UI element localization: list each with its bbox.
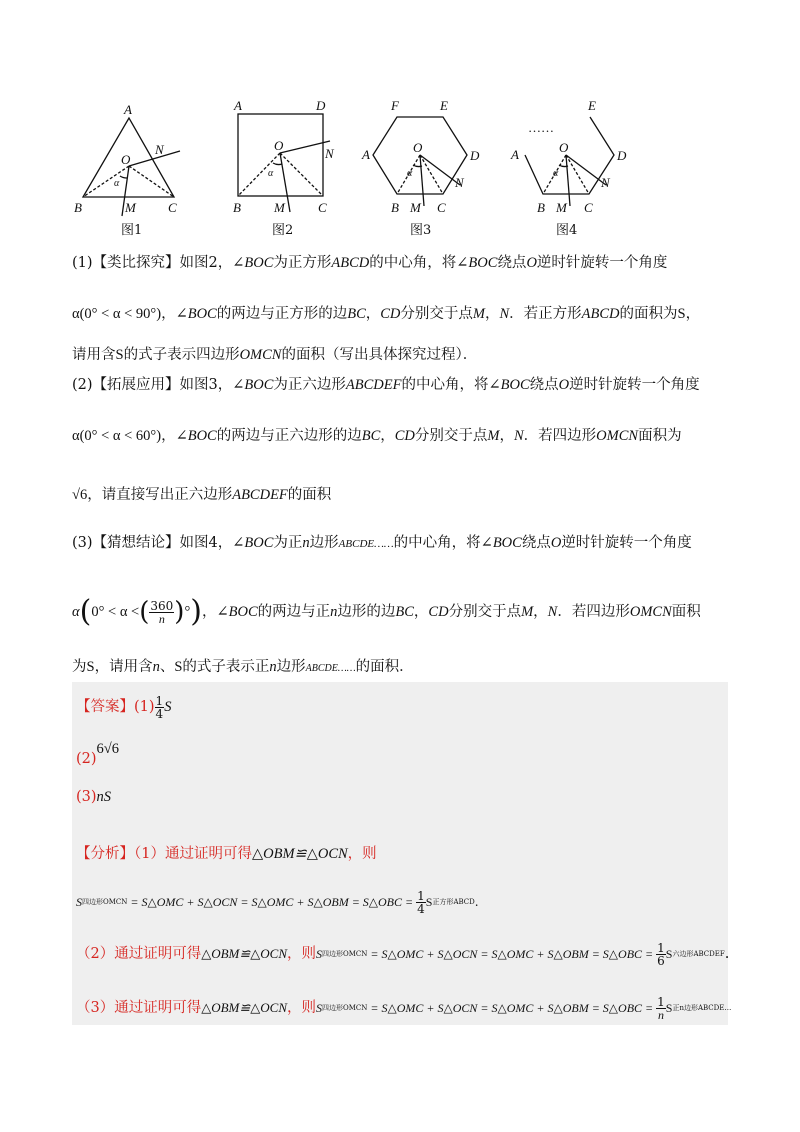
analysis-line-1: 【分析】（1）通过证明可得△OBM≌△OCN，则 [76,846,377,862]
q2-line-3: √6，请直接写出正六边形ABCDEF的面积 [72,487,332,503]
fig3-label-e: E [440,98,448,113]
fig1-label-m: M [125,200,136,215]
fig3-caption: 图3 [410,223,432,238]
fig2-label-m: M [274,200,285,215]
fig1-label-o: O [121,152,131,167]
figures-panel [0,0,800,250]
fig4-dots: …… [528,120,554,135]
fig4-label-b: B [537,200,545,215]
q1-line-3: 请用含S的式子表示四边形OMCN的面积（写出具体探究过程）． [72,347,478,363]
fig3-label-f: F [391,98,399,113]
q1-line-2: α(0° < α < 90°)，∠BOC的两边与正方形的边BC，CD分别交于点M，N．若正方形ABCD的面积为S， [72,306,701,322]
fig1-label-a: A [124,102,132,117]
figure-3-hexagon [373,117,467,206]
fig4-label-m: M [556,200,567,215]
answer-1-fraction: $\frac{1}{4}$ [155,693,164,721]
fig2-label-n: N [325,146,334,161]
analysis-formula-1: S 四边形OMCN = S△OMC + S△OCN = S△OMC + S△OBM = S△OBC = $\frac{1}{4}$ S 正方形ABCD . [76,888,479,916]
fig3-label-d: D [470,148,480,163]
analysis-line-3: （3）通过证明可得 △OBM≌△OCN ，则 S 四边形OMCN = S△OMC + S△OCN = S△OMC + S△OBM = S△OBC = $\frac{1}{n}$ S 正n边形ABCDE… [76,994,732,1022]
fig4-label-alpha: α [553,168,559,179]
fig2-label-c: C [318,200,327,215]
fig3-label-o: O [413,140,423,155]
frac-360-over-n: $\frac{360}{n}$ [150,598,174,626]
answer-line-2: (2)6√6 [76,741,120,767]
fig1-label-n: N [155,142,164,157]
fig4-caption: 图4 [556,223,578,238]
fig4-label-a: A [511,147,519,162]
answer-line-1: 【答案】 (1) $\frac{1}{4}$ S [76,693,172,721]
fig1-label-alpha: α [114,178,120,189]
fig2-label-alpha: α [268,168,274,179]
fig3-label-a: A [362,147,370,162]
fig2-label-o: O [274,138,284,153]
q2-line-2: α(0° < α < 60°)，∠BOC的两边与正六边形的边BC，CD分别交于点M，N．若四边形OMCN面积为 [72,428,682,444]
q2-line-1: (2)【拓展应用】如图3，∠BOC为正六边形ABCDEF的中心角，将∠BOC绕点O逆时针旋转一个角度 [72,377,700,393]
answer-label: 【答案】 [76,699,134,715]
q1-line-1: (1)【类比探究】如图2，∠BOC为正方形ABCD的中心角，将∠BOC绕点O逆时针旋转一个角度 [72,255,668,271]
q3-line-3: 为S，请用含n、S的式子表示正n边形ABCDE……的面积． [72,659,414,675]
q3-line-1: (3)【猜想结论】如图4，∠BOC为正n边形ABCDE……的中心角，将∠BOC绕点O逆时针旋转一个角度 [72,535,692,551]
fig3-label-alpha: α [407,168,413,179]
formula-1-fraction: $\frac{1}{4}$ [417,888,425,916]
fig2-label-b: B [233,200,241,215]
fig3-label-b: B [391,200,399,215]
fig4-label-d: D [617,148,627,163]
fig2-label-a: A [234,98,242,113]
fig4-label-o: O [559,140,569,155]
formula-2-fraction: $\frac{1}{6}$ [657,940,665,968]
fig1-label-c: C [168,200,177,215]
figure-2-square [238,114,330,212]
analysis-label: 【分析】 [76,846,134,862]
fig4-label-n: N [601,175,610,190]
formula-3-fraction: $\frac{1}{n}$ [657,994,665,1022]
fig3-label-c: C [437,200,446,215]
answer-line-3: (3)nS [76,789,112,805]
q3-line-2: α ( 0° < α < ( $\frac{360}{n}$ ) ° ) ， ∠BOC 的两边与正 n 边形的边 BC ， CD 分别交于点 M ， N ．若四边形 OMCN 面积 [72,594,701,629]
fig4-label-c: C [584,200,593,215]
fig2-label-d: D [316,98,326,113]
fig2-caption: 图2 [272,223,294,238]
fig1-caption: 图1 [121,223,143,238]
fig4-label-e: E [588,98,596,113]
fig3-label-m: M [410,200,421,215]
fig3-label-n: N [455,175,464,190]
analysis-line-2: （2）通过证明可得 △OBM≌△OCN ，则 S 四边形OMCN = S△OMC + S△OCN = S△OMC + S△OBM = S△OBC = $\frac{1}{6}$ S 六边形ABCDEF . [76,940,730,968]
fig1-label-b: B [74,200,82,215]
